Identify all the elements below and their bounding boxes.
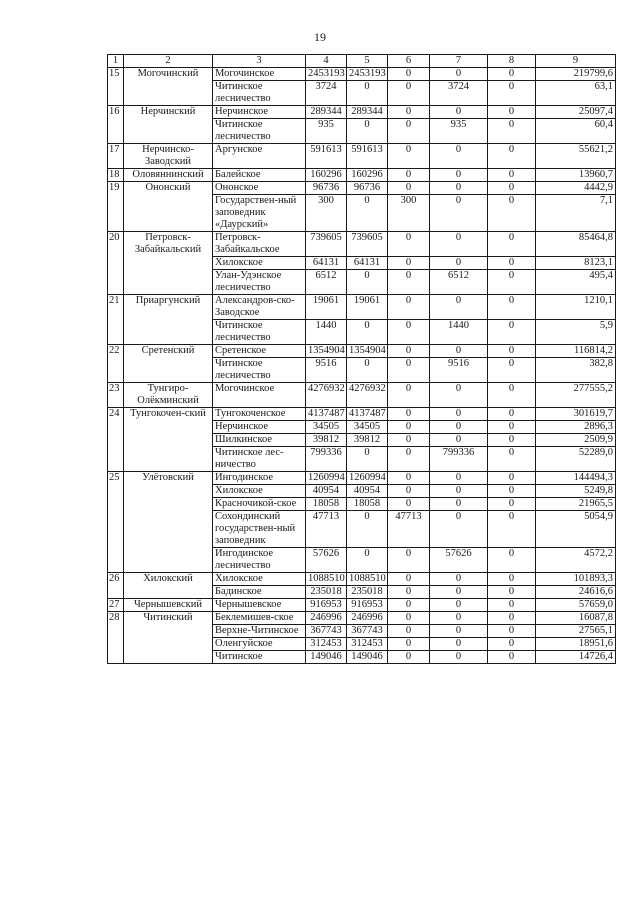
forestry-name-cell: Оленгуйское bbox=[213, 638, 306, 651]
value-cell-c8: 0 bbox=[488, 511, 536, 548]
value-cell-c7: 0 bbox=[430, 612, 488, 625]
value-cell-c4: 149046 bbox=[306, 651, 347, 664]
value-cell-c7: 1440 bbox=[430, 320, 488, 345]
row-number-cell: 22 bbox=[108, 345, 124, 383]
forestry-name-cell: Читинское лесничество bbox=[213, 320, 306, 345]
value-cell-c7: 0 bbox=[430, 182, 488, 195]
header-cell: 7 bbox=[430, 55, 488, 68]
value-cell-c7: 0 bbox=[430, 599, 488, 612]
value-cell-c8: 0 bbox=[488, 498, 536, 511]
value-cell-c6: 0 bbox=[388, 383, 430, 408]
row-number-cell: 27 bbox=[108, 599, 124, 612]
value-cell-c6: 0 bbox=[388, 81, 430, 106]
value-cell-c8: 0 bbox=[488, 408, 536, 421]
value-cell-c7: 0 bbox=[430, 232, 488, 257]
value-cell-c6: 0 bbox=[388, 548, 430, 573]
value-cell-c8: 0 bbox=[488, 548, 536, 573]
table-row bbox=[108, 68, 616, 81]
forestry-name-cell: Читинское bbox=[213, 651, 306, 664]
value-cell-c4: 2453193 bbox=[306, 68, 347, 81]
value-cell-c7: 3724 bbox=[430, 81, 488, 106]
value-cell-c9: 63,1 bbox=[536, 81, 616, 106]
value-cell-c4: 9516 bbox=[306, 358, 347, 383]
value-cell-c5: 0 bbox=[347, 511, 388, 548]
value-cell-c9: 301619,7 bbox=[536, 408, 616, 421]
value-cell-c7: 0 bbox=[430, 195, 488, 232]
value-cell-c9: 55621,2 bbox=[536, 144, 616, 169]
value-cell-c4: 160296 bbox=[306, 169, 347, 182]
value-cell-c5: 34505 bbox=[347, 421, 388, 434]
value-cell-c8: 0 bbox=[488, 434, 536, 447]
value-cell-c9: 495,4 bbox=[536, 270, 616, 295]
value-cell-c6: 0 bbox=[388, 498, 430, 511]
forestry-name-cell: Петровск-Забайкальское bbox=[213, 232, 306, 257]
value-cell-c6: 0 bbox=[388, 421, 430, 434]
value-cell-c5: 289344 bbox=[347, 106, 388, 119]
value-cell-c9: 5249,8 bbox=[536, 485, 616, 498]
row-number-cell: 21 bbox=[108, 295, 124, 345]
value-cell-c9: 14726,4 bbox=[536, 651, 616, 664]
district-cell: Нерчинско-Заводский bbox=[124, 144, 213, 169]
value-cell-c4: 57626 bbox=[306, 548, 347, 573]
value-cell-c5: 0 bbox=[347, 358, 388, 383]
value-cell-c4: 3724 bbox=[306, 81, 347, 106]
value-cell-c7: 935 bbox=[430, 119, 488, 144]
value-cell-c7: 0 bbox=[430, 625, 488, 638]
district-cell: Читинский bbox=[124, 612, 213, 664]
value-cell-c4: 6512 bbox=[306, 270, 347, 295]
value-cell-c4: 34505 bbox=[306, 421, 347, 434]
value-cell-c8: 0 bbox=[488, 345, 536, 358]
value-cell-c5: 0 bbox=[347, 119, 388, 144]
district-cell: Хилокский bbox=[124, 573, 213, 599]
forestry-name-cell: Читинское лесничество bbox=[213, 81, 306, 106]
value-cell-c4: 39812 bbox=[306, 434, 347, 447]
value-cell-c5: 0 bbox=[347, 195, 388, 232]
value-cell-c4: 1260994 bbox=[306, 472, 347, 485]
value-cell-c5: 19061 bbox=[347, 295, 388, 320]
value-cell-c4: 4137487 bbox=[306, 408, 347, 421]
value-cell-c8: 0 bbox=[488, 447, 536, 472]
value-cell-c7: 0 bbox=[430, 345, 488, 358]
forestry-name-cell: Хилокское bbox=[213, 573, 306, 586]
value-cell-c9: 18951,6 bbox=[536, 638, 616, 651]
value-cell-c5: 312453 bbox=[347, 638, 388, 651]
value-cell-c7: 0 bbox=[430, 638, 488, 651]
value-cell-c4: 40954 bbox=[306, 485, 347, 498]
district-cell: Могочинский bbox=[124, 68, 213, 106]
forestry-name-cell: Ингодинское лесничество bbox=[213, 548, 306, 573]
district-cell: Оловяннинский bbox=[124, 169, 213, 182]
value-cell-c5: 64131 bbox=[347, 257, 388, 270]
district-cell: Приаргунский bbox=[124, 295, 213, 345]
table-row bbox=[108, 345, 616, 358]
forestry-name-cell: Сохондинский государствен-ный заповедник bbox=[213, 511, 306, 548]
row-number-cell: 24 bbox=[108, 408, 124, 472]
value-cell-c6: 0 bbox=[388, 408, 430, 421]
row-number-cell: 18 bbox=[108, 169, 124, 182]
value-cell-c8: 0 bbox=[488, 612, 536, 625]
value-cell-c5: 0 bbox=[347, 447, 388, 472]
value-cell-c8: 0 bbox=[488, 485, 536, 498]
value-cell-c8: 0 bbox=[488, 68, 536, 81]
header-cell: 2 bbox=[124, 55, 213, 68]
value-cell-c5: 40954 bbox=[347, 485, 388, 498]
forestry-name-cell: Ингодинское bbox=[213, 472, 306, 485]
row-number-cell: 15 bbox=[108, 68, 124, 106]
row-number-cell: 26 bbox=[108, 573, 124, 599]
forestry-name-cell: Хилокское bbox=[213, 257, 306, 270]
value-cell-c5: 235018 bbox=[347, 586, 388, 599]
value-cell-c8: 0 bbox=[488, 232, 536, 257]
value-cell-c9: 16087,8 bbox=[536, 612, 616, 625]
value-cell-c9: 8123,1 bbox=[536, 257, 616, 270]
value-cell-c6: 47713 bbox=[388, 511, 430, 548]
value-cell-c5: 2453193 bbox=[347, 68, 388, 81]
value-cell-c7: 0 bbox=[430, 651, 488, 664]
value-cell-c5: 4276932 bbox=[347, 383, 388, 408]
value-cell-c9: 85464,8 bbox=[536, 232, 616, 257]
value-cell-c6: 0 bbox=[388, 651, 430, 664]
table-body bbox=[108, 68, 616, 664]
value-cell-c8: 0 bbox=[488, 270, 536, 295]
value-cell-c8: 0 bbox=[488, 169, 536, 182]
table-row bbox=[108, 408, 616, 421]
value-cell-c5: 246996 bbox=[347, 612, 388, 625]
value-cell-c5: 18058 bbox=[347, 498, 388, 511]
value-cell-c6: 0 bbox=[388, 447, 430, 472]
value-cell-c4: 1088510 bbox=[306, 573, 347, 586]
value-cell-c4: 367743 bbox=[306, 625, 347, 638]
value-cell-c6: 0 bbox=[388, 358, 430, 383]
value-cell-c4: 799336 bbox=[306, 447, 347, 472]
district-cell: Тунгокочен-ский bbox=[124, 408, 213, 472]
table-row bbox=[108, 383, 616, 408]
row-number-cell: 25 bbox=[108, 472, 124, 573]
district-cell: Сретенский bbox=[124, 345, 213, 383]
forestry-name-cell: Аргунское bbox=[213, 144, 306, 169]
value-cell-c7: 57626 bbox=[430, 548, 488, 573]
forestry-name-cell: Сретенское bbox=[213, 345, 306, 358]
forestry-name-cell: Бадинское bbox=[213, 586, 306, 599]
value-cell-c8: 0 bbox=[488, 144, 536, 169]
table-row bbox=[108, 295, 616, 320]
forestry-name-cell: Верхне-Читинское bbox=[213, 625, 306, 638]
value-cell-c9: 27565,1 bbox=[536, 625, 616, 638]
value-cell-c4: 591613 bbox=[306, 144, 347, 169]
value-cell-c9: 4442,9 bbox=[536, 182, 616, 195]
district-cell: Петровск-Забайкальский bbox=[124, 232, 213, 295]
value-cell-c8: 0 bbox=[488, 119, 536, 144]
value-cell-c4: 246996 bbox=[306, 612, 347, 625]
value-cell-c8: 0 bbox=[488, 599, 536, 612]
value-cell-c4: 916953 bbox=[306, 599, 347, 612]
value-cell-c7: 0 bbox=[430, 485, 488, 498]
value-cell-c5: 739605 bbox=[347, 232, 388, 257]
value-cell-c6: 0 bbox=[388, 638, 430, 651]
value-cell-c9: 25097,4 bbox=[536, 106, 616, 119]
value-cell-c7: 0 bbox=[430, 144, 488, 169]
row-number-cell: 20 bbox=[108, 232, 124, 295]
forestry-name-cell: Чернышевское bbox=[213, 599, 306, 612]
value-cell-c5: 149046 bbox=[347, 651, 388, 664]
forestry-name-cell: Беклемишев-ское bbox=[213, 612, 306, 625]
header-cell: 9 bbox=[536, 55, 616, 68]
value-cell-c4: 64131 bbox=[306, 257, 347, 270]
table-row bbox=[108, 232, 616, 257]
forestry-name-cell: Могочинское bbox=[213, 383, 306, 408]
row-number-cell: 17 bbox=[108, 144, 124, 169]
value-cell-c7: 799336 bbox=[430, 447, 488, 472]
value-cell-c9: 13960,7 bbox=[536, 169, 616, 182]
value-cell-c6: 0 bbox=[388, 232, 430, 257]
value-cell-c9: 57659,0 bbox=[536, 599, 616, 612]
table-row bbox=[108, 573, 616, 586]
value-cell-c7: 0 bbox=[430, 434, 488, 447]
table-row bbox=[108, 182, 616, 195]
forestry-name-cell: Читинское лесничество bbox=[213, 119, 306, 144]
value-cell-c7: 0 bbox=[430, 573, 488, 586]
value-cell-c4: 96736 bbox=[306, 182, 347, 195]
value-cell-c7: 6512 bbox=[430, 270, 488, 295]
value-cell-c5: 367743 bbox=[347, 625, 388, 638]
value-cell-c7: 9516 bbox=[430, 358, 488, 383]
value-cell-c5: 591613 bbox=[347, 144, 388, 169]
header-cell: 4 bbox=[306, 55, 347, 68]
value-cell-c5: 160296 bbox=[347, 169, 388, 182]
district-cell: Ононский bbox=[124, 182, 213, 232]
value-cell-c4: 739605 bbox=[306, 232, 347, 257]
value-cell-c4: 18058 bbox=[306, 498, 347, 511]
value-cell-c6: 0 bbox=[388, 295, 430, 320]
value-cell-c5: 1354904 bbox=[347, 345, 388, 358]
value-cell-c7: 0 bbox=[430, 383, 488, 408]
value-cell-c5: 916953 bbox=[347, 599, 388, 612]
value-cell-c4: 312453 bbox=[306, 638, 347, 651]
table-header bbox=[108, 55, 616, 68]
value-cell-c5: 1088510 bbox=[347, 573, 388, 586]
header-cell: 1 bbox=[108, 55, 124, 68]
value-cell-c4: 300 bbox=[306, 195, 347, 232]
header-cell: 5 bbox=[347, 55, 388, 68]
value-cell-c7: 0 bbox=[430, 511, 488, 548]
table-row bbox=[108, 144, 616, 169]
value-cell-c6: 0 bbox=[388, 625, 430, 638]
row-number-cell: 19 bbox=[108, 182, 124, 232]
forestry-name-cell: Ононское bbox=[213, 182, 306, 195]
forestry-name-cell: Хилокское bbox=[213, 485, 306, 498]
forestry-name-cell: Красночикой-ское bbox=[213, 498, 306, 511]
header-cell: 6 bbox=[388, 55, 430, 68]
forestry-name-cell: Шилкинское bbox=[213, 434, 306, 447]
header-cell: 3 bbox=[213, 55, 306, 68]
value-cell-c8: 0 bbox=[488, 651, 536, 664]
value-cell-c6: 0 bbox=[388, 599, 430, 612]
table-row bbox=[108, 106, 616, 119]
value-cell-c5: 39812 bbox=[347, 434, 388, 447]
value-cell-c5: 0 bbox=[347, 81, 388, 106]
value-cell-c6: 0 bbox=[388, 106, 430, 119]
value-cell-c8: 0 bbox=[488, 383, 536, 408]
value-cell-c6: 0 bbox=[388, 182, 430, 195]
value-cell-c8: 0 bbox=[488, 295, 536, 320]
value-cell-c7: 0 bbox=[430, 257, 488, 270]
value-cell-c9: 5,9 bbox=[536, 320, 616, 345]
value-cell-c8: 0 bbox=[488, 625, 536, 638]
forestry-name-cell: Улан-Удэнское лесничество bbox=[213, 270, 306, 295]
forestry-name-cell: Могочинское bbox=[213, 68, 306, 81]
value-cell-c6: 0 bbox=[388, 320, 430, 345]
value-cell-c8: 0 bbox=[488, 586, 536, 599]
value-cell-c8: 0 bbox=[488, 638, 536, 651]
value-cell-c4: 4276932 bbox=[306, 383, 347, 408]
header-cell: 8 bbox=[488, 55, 536, 68]
row-number-cell: 23 bbox=[108, 383, 124, 408]
header-row bbox=[108, 55, 616, 68]
table-row bbox=[108, 599, 616, 612]
value-cell-c7: 0 bbox=[430, 498, 488, 511]
value-cell-c4: 19061 bbox=[306, 295, 347, 320]
value-cell-c8: 0 bbox=[488, 81, 536, 106]
table-row bbox=[108, 169, 616, 182]
district-cell: Тунгиро-Олёкминский bbox=[124, 383, 213, 408]
value-cell-c6: 300 bbox=[388, 195, 430, 232]
forestry-name-cell: Нерчинское bbox=[213, 421, 306, 434]
value-cell-c4: 1354904 bbox=[306, 345, 347, 358]
value-cell-c7: 0 bbox=[430, 472, 488, 485]
value-cell-c8: 0 bbox=[488, 257, 536, 270]
value-cell-c9: 101893,3 bbox=[536, 573, 616, 586]
value-cell-c6: 0 bbox=[388, 434, 430, 447]
value-cell-c8: 0 bbox=[488, 421, 536, 434]
value-cell-c6: 0 bbox=[388, 144, 430, 169]
value-cell-c8: 0 bbox=[488, 472, 536, 485]
value-cell-c9: 116814,2 bbox=[536, 345, 616, 358]
value-cell-c7: 0 bbox=[430, 68, 488, 81]
value-cell-c9: 2896,3 bbox=[536, 421, 616, 434]
value-cell-c6: 0 bbox=[388, 586, 430, 599]
forestry-name-cell: Читинское лес-ничество bbox=[213, 447, 306, 472]
value-cell-c5: 0 bbox=[347, 548, 388, 573]
forestry-name-cell: Балейское bbox=[213, 169, 306, 182]
value-cell-c4: 935 bbox=[306, 119, 347, 144]
value-cell-c9: 219799,6 bbox=[536, 68, 616, 81]
value-cell-c8: 0 bbox=[488, 195, 536, 232]
value-cell-c6: 0 bbox=[388, 345, 430, 358]
value-cell-c6: 0 bbox=[388, 257, 430, 270]
district-cell: Улётовский bbox=[124, 472, 213, 573]
table-row bbox=[108, 472, 616, 485]
value-cell-c4: 47713 bbox=[306, 511, 347, 548]
value-cell-c5: 4137487 bbox=[347, 408, 388, 421]
value-cell-c9: 60,4 bbox=[536, 119, 616, 144]
value-cell-c9: 4572,2 bbox=[536, 548, 616, 573]
value-cell-c7: 0 bbox=[430, 295, 488, 320]
district-cell: Нерчинский bbox=[124, 106, 213, 144]
value-cell-c6: 0 bbox=[388, 573, 430, 586]
value-cell-c8: 0 bbox=[488, 182, 536, 195]
value-cell-c8: 0 bbox=[488, 106, 536, 119]
value-cell-c6: 0 bbox=[388, 485, 430, 498]
value-cell-c6: 0 bbox=[388, 270, 430, 295]
value-cell-c7: 0 bbox=[430, 586, 488, 599]
value-cell-c5: 96736 bbox=[347, 182, 388, 195]
value-cell-c4: 1440 bbox=[306, 320, 347, 345]
value-cell-c9: 1210,1 bbox=[536, 295, 616, 320]
forestry-name-cell: Тунгокоченское bbox=[213, 408, 306, 421]
forestry-table bbox=[107, 54, 616, 664]
row-number-cell: 16 bbox=[108, 106, 124, 144]
district-cell: Чернышевский bbox=[124, 599, 213, 612]
forestry-name-cell: Читинское лесничество bbox=[213, 358, 306, 383]
value-cell-c6: 0 bbox=[388, 169, 430, 182]
forestry-name-cell: Нерчинское bbox=[213, 106, 306, 119]
value-cell-c7: 0 bbox=[430, 408, 488, 421]
value-cell-c9: 144494,3 bbox=[536, 472, 616, 485]
forestry-name-cell: Александров-ско-Заводское bbox=[213, 295, 306, 320]
value-cell-c9: 2509,9 bbox=[536, 434, 616, 447]
value-cell-c5: 1260994 bbox=[347, 472, 388, 485]
value-cell-c9: 277555,2 bbox=[536, 383, 616, 408]
table-row bbox=[108, 612, 616, 625]
value-cell-c9: 24616,6 bbox=[536, 586, 616, 599]
value-cell-c7: 0 bbox=[430, 421, 488, 434]
value-cell-c7: 0 bbox=[430, 106, 488, 119]
value-cell-c9: 52289,0 bbox=[536, 447, 616, 472]
value-cell-c8: 0 bbox=[488, 320, 536, 345]
row-number-cell: 28 bbox=[108, 612, 124, 664]
value-cell-c5: 0 bbox=[347, 270, 388, 295]
value-cell-c8: 0 bbox=[488, 573, 536, 586]
value-cell-c4: 235018 bbox=[306, 586, 347, 599]
value-cell-c4: 289344 bbox=[306, 106, 347, 119]
value-cell-c6: 0 bbox=[388, 68, 430, 81]
value-cell-c9: 21965,5 bbox=[536, 498, 616, 511]
value-cell-c9: 7,1 bbox=[536, 195, 616, 232]
page-number: 19 bbox=[314, 30, 326, 44]
value-cell-c8: 0 bbox=[488, 358, 536, 383]
value-cell-c7: 0 bbox=[430, 169, 488, 182]
value-cell-c6: 0 bbox=[388, 472, 430, 485]
value-cell-c5: 0 bbox=[347, 320, 388, 345]
forestry-name-cell: Государствен-ный заповедник «Даурский» bbox=[213, 195, 306, 232]
value-cell-c9: 382,8 bbox=[536, 358, 616, 383]
value-cell-c6: 0 bbox=[388, 612, 430, 625]
value-cell-c6: 0 bbox=[388, 119, 430, 144]
value-cell-c9: 5054,9 bbox=[536, 511, 616, 548]
